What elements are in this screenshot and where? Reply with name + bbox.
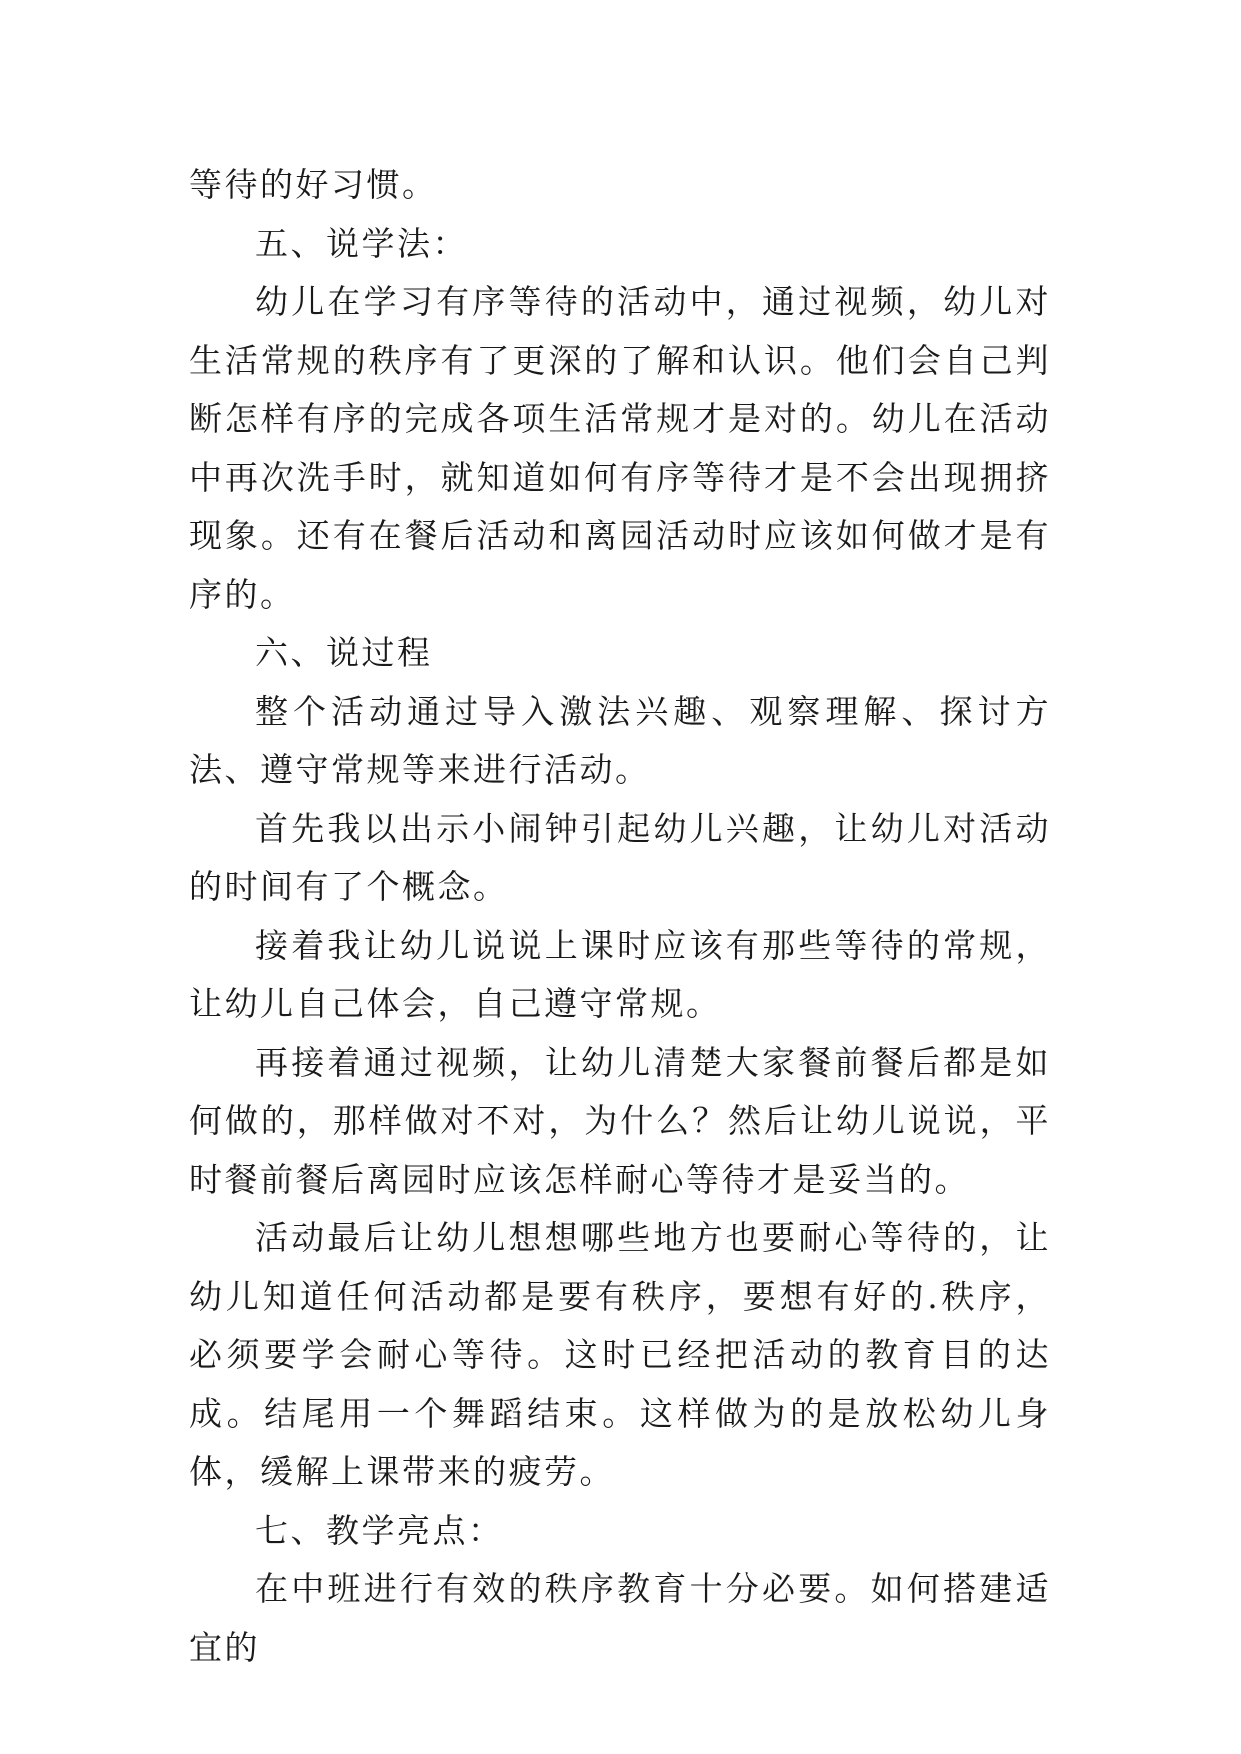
section-heading-process: 六、说过程	[255, 633, 433, 672]
paragraph-learning-method: 幼儿在学习有序等待的活动中，通过视频，幼儿对生活常规的秩序有了更深的了解和认识。他们会自己判断怎样有序的完成各项生活常规才是对的。幼儿在活动中再次洗手时，就知道如何有序等待才是不会出现拥挤现象。还有在餐后活动和离园活动时应该如何做才是有序的。	[189, 282, 1051, 614]
paragraph-process-step-4: 活动最后让幼儿想想哪些地方也要耐心等待的，让幼儿知道任何活动都是要有秩序，要想有好的.秩序，必须要学会耐心等待。这时已经把活动的教育目的达成。结尾用一个舞蹈结束。这样做为的是放松幼儿身体，缓解上课带来的疲劳。	[189, 1218, 1051, 1491]
paragraph-process-step-1: 首先我以出示小闹钟引起幼儿兴趣，让幼儿对活动的时间有了个概念。	[189, 808, 1051, 906]
section-heading-learning-method: 五、说学法：	[255, 223, 468, 263]
paragraph-continuation: 等待的好习惯。	[189, 165, 438, 204]
section-heading-highlights: 七、教学亮点：	[255, 1510, 504, 1550]
paragraph-process-overview: 整个活动通过导入激法兴趣、观察理解、探讨方法、遵守常规等来进行活动。	[189, 691, 1051, 789]
paragraph-process-step-2: 接着我让幼儿说说上课时应该有那些等待的常规，让幼儿自己体会，自己遵守常规。	[189, 925, 1051, 1023]
document-page	[189, 156, 1051, 1677]
paragraph-highlights: 在中班进行有效的秩序教育十分必要。如何搭建适宜的	[189, 1569, 1051, 1667]
paragraph-process-step-3: 再接着通过视频，让幼儿清楚大家餐前餐后都是如何做的，那样做对不对，为什么？然后让幼儿说说，平时餐前餐后离园时应该怎样耐心等待才是妥当的。	[189, 1042, 1051, 1199]
